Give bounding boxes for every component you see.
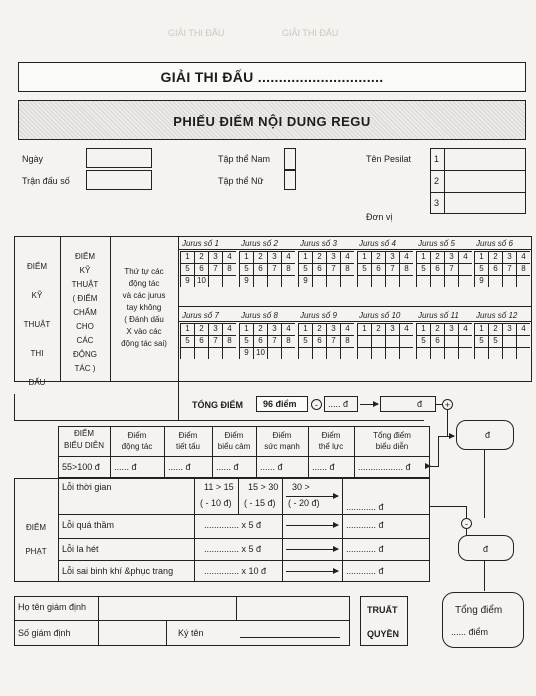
- jurus-cell[interactable]: 4: [340, 251, 354, 263]
- jurus-cell[interactable]: 1: [416, 251, 430, 263]
- jurus-cell[interactable]: 2: [312, 251, 326, 263]
- jurus-cell[interactable]: 5: [180, 263, 194, 275]
- jurus-cell[interactable]: 1: [474, 323, 488, 335]
- time-range: 30 >: [292, 482, 310, 492]
- jurus-cell[interactable]: [516, 275, 530, 287]
- jurus-cell[interactable]: [416, 347, 430, 359]
- ky-thuat-total-box[interactable]: đ: [380, 396, 436, 412]
- final-total-box[interactable]: Tổng điểm ...... điểm: [442, 592, 524, 648]
- ky-thuat-col2: ĐIỂM KỸ THUẬT ( ĐIỂM CHẤM CHO CÁC ĐỘNG TÁC ): [71, 252, 99, 373]
- bieu-dien-col-label: Điểm thể lực: [318, 431, 344, 451]
- jurus-cell[interactable]: 7: [208, 335, 222, 347]
- minus-icon: -: [311, 399, 322, 410]
- bieu-dien-value[interactable]: ...... đ: [114, 462, 137, 472]
- phat-row-label: Lỗi quá thầm: [62, 520, 115, 530]
- jurus-cell[interactable]: [253, 275, 267, 287]
- jurus-cell[interactable]: [385, 347, 399, 359]
- jurus-cell[interactable]: 4: [516, 251, 530, 263]
- jurus-cell[interactable]: [502, 335, 516, 347]
- jurus-cell[interactable]: 6: [194, 335, 208, 347]
- jurus-cell[interactable]: 5: [488, 335, 502, 347]
- phat-row-mult[interactable]: .............. x 10 đ: [204, 566, 267, 576]
- jurus-name: Jurus số 8: [241, 311, 278, 320]
- jurus-cell[interactable]: 7: [208, 263, 222, 275]
- jurus-cell[interactable]: 10: [194, 275, 208, 287]
- jurus-cell[interactable]: 7: [444, 263, 458, 275]
- tong-diem-value-box: [256, 396, 308, 412]
- jurus-cell[interactable]: 1: [357, 251, 371, 263]
- jurus-cell[interactable]: [222, 347, 236, 359]
- jurus-cell[interactable]: [399, 275, 413, 287]
- jurus-cell[interactable]: 3: [326, 323, 340, 335]
- jurus-name: Jurus số 4: [359, 239, 396, 248]
- tap-the-nu-check[interactable]: [284, 170, 296, 190]
- jurus-cell[interactable]: [502, 275, 516, 287]
- jurus-cell[interactable]: 8: [222, 335, 236, 347]
- bieu-dien-value[interactable]: .................. đ: [358, 462, 411, 472]
- jurus-cell[interactable]: 6: [312, 263, 326, 275]
- jurus-cell[interactable]: 3: [444, 323, 458, 335]
- ngay-field[interactable]: [86, 148, 152, 168]
- jurus-cell[interactable]: 3: [385, 251, 399, 263]
- phat-row-mult[interactable]: .............. x 5 đ: [204, 544, 262, 554]
- bieu-dien-value[interactable]: ...... đ: [216, 462, 239, 472]
- bieu-dien-label: ĐIỂM BIỂU DIỄN: [63, 429, 104, 450]
- jurus-cell[interactable]: 3: [267, 323, 281, 335]
- label-so-giam-dinh: Số giám định: [18, 628, 71, 638]
- jurus-cell[interactable]: [444, 347, 458, 359]
- time-penalty: ( - 10 đ): [200, 498, 232, 508]
- time-penalty: ( - 20 đ): [288, 498, 320, 508]
- label-tap-the-nam: Tập thể Nam: [218, 154, 271, 164]
- loi-thoi-gian: Lỗi thời gian: [62, 482, 112, 492]
- jurus-cell[interactable]: [326, 347, 340, 359]
- jurus-cell[interactable]: 5: [416, 263, 430, 275]
- tap-the-nam-check[interactable]: [284, 148, 296, 170]
- jurus-cell[interactable]: 4: [399, 251, 413, 263]
- jurus-cell[interactable]: 7: [267, 263, 281, 275]
- bieu-dien-value[interactable]: ...... đ: [168, 462, 191, 472]
- jurus-cell[interactable]: [474, 347, 488, 359]
- jurus-cell[interactable]: 1: [180, 323, 194, 335]
- jurus-cell[interactable]: 1: [357, 323, 371, 335]
- jurus-cell[interactable]: 5: [298, 263, 312, 275]
- jurus-cell[interactable]: [458, 335, 472, 347]
- jurus-cell[interactable]: [430, 275, 444, 287]
- jurus-cell[interactable]: 8: [340, 263, 354, 275]
- jurus-cell[interactable]: [357, 275, 371, 287]
- ky-thuat-left-label: ĐIỂM KỸ THUẬT THI ĐẤU: [23, 262, 51, 387]
- jurus-name: Jurus số 1: [182, 239, 219, 248]
- jurus-cell[interactable]: 4: [458, 251, 472, 263]
- ghost-header: GIẢI THI ĐẤU: [168, 28, 225, 38]
- arrow-icon: [360, 404, 378, 405]
- jurus-cell[interactable]: 2: [253, 251, 267, 263]
- jurus-cell[interactable]: 9: [474, 275, 488, 287]
- truat-quyen-box[interactable]: TRUẤT QUYỀN: [360, 596, 408, 646]
- jurus-cell[interactable]: 2: [253, 323, 267, 335]
- jurus-cell[interactable]: 6: [488, 263, 502, 275]
- pesilat-num-3: 3: [434, 198, 440, 208]
- jurus-cell[interactable]: 2: [312, 323, 326, 335]
- jurus-name: Jurus số 6: [476, 239, 513, 248]
- jurus-cell[interactable]: 5: [357, 263, 371, 275]
- jurus-cell[interactable]: 7: [502, 263, 516, 275]
- jurus-cell[interactable]: [312, 275, 326, 287]
- phat-arrow: [286, 571, 338, 572]
- jurus-cell[interactable]: [399, 335, 413, 347]
- jurus-cell[interactable]: [298, 347, 312, 359]
- sum-box-1[interactable]: đ: [456, 420, 514, 450]
- jurus-cell[interactable]: 3: [326, 251, 340, 263]
- label-ten-pesilat: Tên Pesilat: [366, 154, 412, 164]
- jurus-cell[interactable]: [357, 347, 371, 359]
- jurus-cell[interactable]: 8: [281, 263, 295, 275]
- jurus-cell[interactable]: 9: [239, 275, 253, 287]
- jurus-cell[interactable]: 3: [267, 251, 281, 263]
- jurus-cell[interactable]: [385, 335, 399, 347]
- jurus-cell[interactable]: [516, 347, 530, 359]
- time-arrow: [286, 496, 338, 497]
- bieu-dien-value[interactable]: ...... đ: [312, 462, 335, 472]
- jurus-cell[interactable]: 5: [298, 335, 312, 347]
- jurus-cell[interactable]: [222, 275, 236, 287]
- jurus-cell[interactable]: 1: [298, 323, 312, 335]
- time-result: ............ đ: [346, 502, 384, 512]
- jurus-cell[interactable]: 2: [371, 251, 385, 263]
- jurus-cell[interactable]: 9: [180, 275, 194, 287]
- jurus-cell[interactable]: 6: [253, 263, 267, 275]
- jurus-cell[interactable]: 8: [340, 335, 354, 347]
- jurus-cell[interactable]: [458, 263, 472, 275]
- jurus-cell[interactable]: 6: [371, 263, 385, 275]
- phat-minus-icon: -: [461, 518, 472, 529]
- jurus-cell[interactable]: 6: [430, 335, 444, 347]
- label-tap-the-nu: Tập thể Nữ: [218, 176, 264, 186]
- jurus-name: Jurus số 12: [476, 311, 518, 320]
- jurus-cell[interactable]: [340, 275, 354, 287]
- jurus-cell[interactable]: [399, 347, 413, 359]
- jurus-cell[interactable]: 2: [194, 323, 208, 335]
- jurus-cell[interactable]: 3: [208, 323, 222, 335]
- jurus-cell[interactable]: 2: [194, 251, 208, 263]
- jurus-cell[interactable]: 7: [326, 263, 340, 275]
- jurus-cell[interactable]: 3: [444, 251, 458, 263]
- jurus-cell[interactable]: [326, 275, 340, 287]
- bieu-dien-col-label: Điểm biểu cảm: [217, 431, 251, 451]
- label-ngay: Ngày: [22, 154, 44, 164]
- jurus-cell[interactable]: 4: [340, 323, 354, 335]
- bieu-dien-col-label: Tổng điểm biểu diễn: [373, 431, 411, 451]
- jurus-cell[interactable]: [430, 347, 444, 359]
- jurus-cell[interactable]: 1: [180, 251, 194, 263]
- jurus-cell[interactable]: [516, 335, 530, 347]
- jurus-cell[interactable]: 5: [239, 263, 253, 275]
- tong-diem-label: TỔNG ĐIỂM: [192, 400, 243, 410]
- jurus-name: Jurus số 10: [359, 311, 401, 320]
- jurus-cell[interactable]: 8: [399, 263, 413, 275]
- jurus-cell[interactable]: 7: [326, 335, 340, 347]
- jurus-cell[interactable]: 6: [194, 263, 208, 275]
- label-ho-ten: Họ tên giám định: [18, 602, 87, 612]
- jurus-cell[interactable]: 1: [474, 251, 488, 263]
- phat-row-label: Lỗi sai binh khí &phục trang: [62, 566, 174, 576]
- jurus-cell[interactable]: 9: [239, 347, 253, 359]
- jurus-cell[interactable]: 3: [502, 251, 516, 263]
- sheet-header: [18, 100, 526, 140]
- jurus-cell[interactable]: 7: [267, 335, 281, 347]
- pesilat-num-1: 1: [434, 154, 440, 164]
- jurus-cell[interactable]: 6: [312, 335, 326, 347]
- grid-line: [178, 249, 532, 250]
- jurus-cell[interactable]: 3: [385, 323, 399, 335]
- jurus-cell[interactable]: [208, 347, 222, 359]
- bieu-dien-col-label: Điểm tiết tấu: [175, 431, 200, 451]
- jurus-cell[interactable]: 1: [239, 251, 253, 263]
- jurus-cell[interactable]: [267, 347, 281, 359]
- label-don-vi: Đơn vị: [366, 212, 393, 222]
- ky-thuat-col3: Thứ tự các động tác và các jurus tay không ( Đánh dấu X vào các động tác sai): [121, 267, 167, 348]
- jurus-cell[interactable]: 3: [502, 323, 516, 335]
- jurus-cell[interactable]: 4: [399, 323, 413, 335]
- phat-label: ĐIỂM PHẠT: [25, 523, 47, 556]
- jurus-name: Jurus số 3: [300, 239, 337, 248]
- jurus-cell[interactable]: [385, 275, 399, 287]
- ghost-header-2: GIẢI THI ĐẤU: [282, 28, 339, 38]
- jurus-cell[interactable]: [340, 347, 354, 359]
- jurus-cell[interactable]: 7: [385, 263, 399, 275]
- jurus-cell[interactable]: 1: [298, 251, 312, 263]
- jurus-cell[interactable]: 4: [281, 251, 295, 263]
- phat-arrow: [286, 549, 338, 550]
- phat-arrow: [286, 525, 338, 526]
- grid-line: [178, 306, 532, 307]
- jurus-cell[interactable]: [371, 275, 385, 287]
- grid-line: [178, 321, 532, 322]
- jurus-cell[interactable]: [458, 347, 472, 359]
- jurus-cell[interactable]: 8: [516, 263, 530, 275]
- jurus-cell[interactable]: [416, 275, 430, 287]
- jurus-name: Jurus số 9: [300, 311, 337, 320]
- jurus-cell[interactable]: 6: [430, 263, 444, 275]
- jurus-cell[interactable]: [444, 335, 458, 347]
- jurus-cell[interactable]: [312, 347, 326, 359]
- jurus-cell[interactable]: 2: [488, 323, 502, 335]
- jurus-name: Jurus số 2: [241, 239, 278, 248]
- time-range: 11 > 15: [204, 482, 234, 492]
- tru-field[interactable]: ..... đ: [324, 396, 358, 412]
- jurus-cell[interactable]: 5: [180, 335, 194, 347]
- jurus-cell[interactable]: 4: [222, 323, 236, 335]
- jurus-cell[interactable]: [458, 275, 472, 287]
- tong-diem-value: 96 điểm: [263, 399, 297, 409]
- jurus-cell[interactable]: [488, 347, 502, 359]
- jurus-name: Jurus số 7: [182, 311, 219, 320]
- phat-row-result[interactable]: ............ đ: [346, 520, 384, 530]
- sum-box-2[interactable]: đ: [458, 535, 514, 561]
- label-ky-ten: Ký tên: [178, 628, 204, 638]
- jurus-cell[interactable]: 3: [208, 251, 222, 263]
- jurus-cell[interactable]: [371, 347, 385, 359]
- bieu-dien-col-label: Điểm động tác: [121, 431, 153, 451]
- jurus-cell[interactable]: [357, 335, 371, 347]
- jurus-cell[interactable]: [502, 347, 516, 359]
- jurus-cell[interactable]: 8: [281, 335, 295, 347]
- tran-dau-so-field[interactable]: [86, 170, 152, 190]
- jurus-cell[interactable]: 8: [222, 263, 236, 275]
- jurus-cell[interactable]: 1: [239, 323, 253, 335]
- bieu-dien-value[interactable]: ...... đ: [260, 462, 283, 472]
- jurus-cell[interactable]: 2: [488, 251, 502, 263]
- jurus-cell[interactable]: [444, 275, 458, 287]
- jurus-cell[interactable]: 2: [430, 323, 444, 335]
- bieu-dien-arrow: [438, 436, 454, 437]
- jurus-cell[interactable]: 5: [416, 335, 430, 347]
- jurus-cell[interactable]: 4: [516, 323, 530, 335]
- jurus-cell[interactable]: 1: [416, 323, 430, 335]
- jurus-cell[interactable]: 4: [281, 323, 295, 335]
- jurus-cell[interactable]: [180, 347, 194, 359]
- pesilat-num-2: 2: [434, 176, 440, 186]
- jurus-cell[interactable]: [281, 347, 295, 359]
- signature-line[interactable]: [240, 637, 340, 638]
- jurus-cell[interactable]: 5: [239, 335, 253, 347]
- phat-row-result[interactable]: ............ đ: [346, 566, 384, 576]
- competition-title: GIẢI THI ĐẤU ..............................: [160, 69, 384, 85]
- jurus-cell[interactable]: 10: [253, 347, 267, 359]
- jurus-cell[interactable]: [371, 335, 385, 347]
- plus-icon: +: [442, 399, 453, 410]
- jurus-cell[interactable]: [208, 275, 222, 287]
- jurus-cell[interactable]: [194, 347, 208, 359]
- bieu-dien-col-label: Điểm sức mạnh: [264, 431, 300, 451]
- jurus-name: Jurus số 5: [418, 239, 455, 248]
- jurus-cell[interactable]: [281, 275, 295, 287]
- jurus-cell[interactable]: 4: [458, 323, 472, 335]
- jurus-name: Jurus số 11: [418, 311, 459, 320]
- jurus-cell[interactable]: 5: [474, 263, 488, 275]
- time-range: 15 > 30: [248, 482, 279, 492]
- sheet-title: PHIẾU ĐIỂM NỘI DUNG REGU: [173, 114, 371, 129]
- time-penalty: ( - 15 đ): [244, 498, 276, 508]
- jurus-cell[interactable]: 4: [222, 251, 236, 263]
- jurus-cell[interactable]: [267, 275, 281, 287]
- bieu-dien-range: 55>100 đ: [62, 462, 100, 472]
- jurus-cell[interactable]: [488, 275, 502, 287]
- jurus-cell[interactable]: 9: [298, 275, 312, 287]
- jurus-cell[interactable]: 2: [430, 251, 444, 263]
- phat-row-result[interactable]: ............ đ: [346, 544, 384, 554]
- jurus-cell[interactable]: 2: [371, 323, 385, 335]
- jurus-cell[interactable]: 6: [253, 335, 267, 347]
- competition-header: [18, 62, 526, 92]
- phat-row-label: Lỗi la hét: [62, 544, 99, 554]
- phat-row-mult[interactable]: .............. x 5 đ: [204, 520, 262, 530]
- jurus-cell[interactable]: 5: [474, 335, 488, 347]
- label-tran-dau-so: Trận đấu số: [22, 176, 70, 186]
